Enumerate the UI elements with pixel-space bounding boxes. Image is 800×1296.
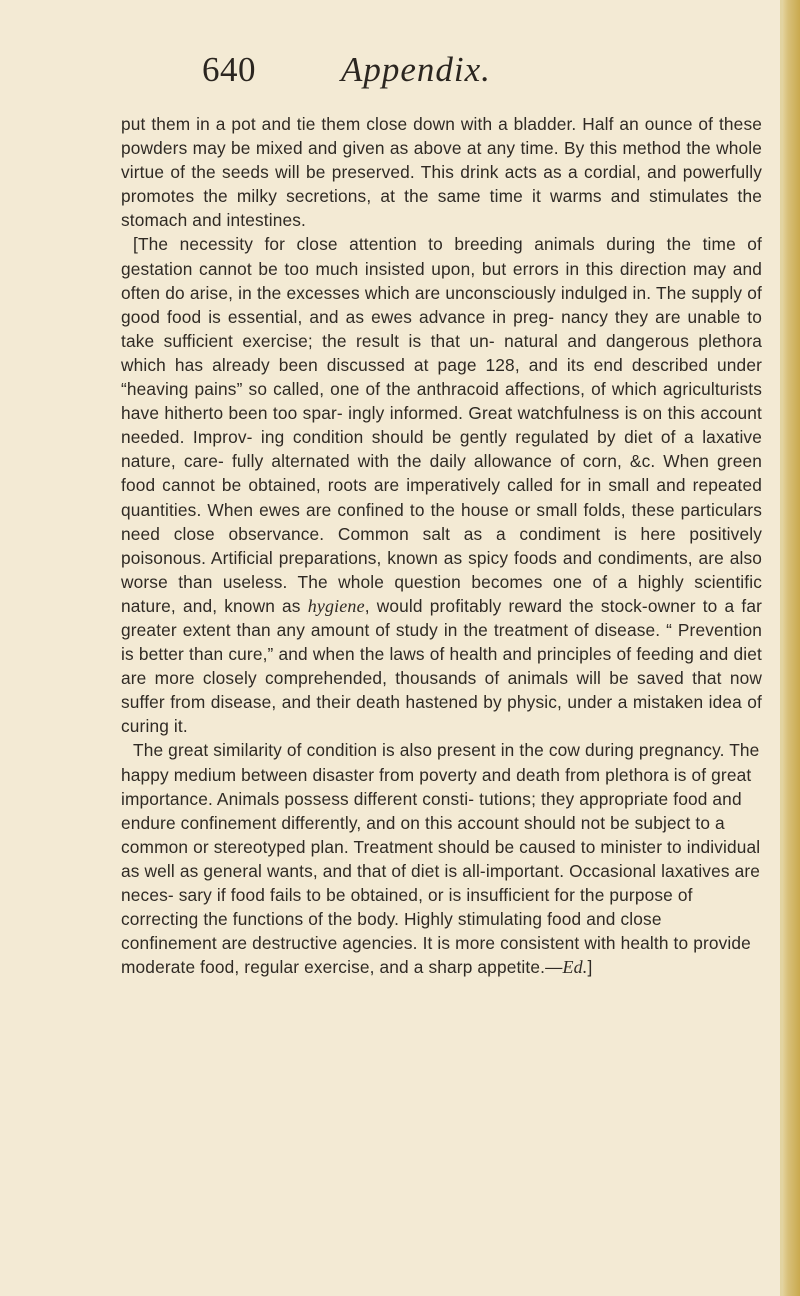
paragraph-3-text-start: The great similarity of condition is also present in the cow during pregnancy. The happy medium between disaster from poverty and death from plethora is of great importance. Animals possess different consti- tutions; they appropriate food and endure confinement differently, and on this account should not be subject to a common or stereotyped plan. Treatment should be caused to minister to individual as well as general wants, and that of diet is all-important. Occasional laxatives are neces- sary if food fails to be obtained, or is insufficient for the purpose of correcting the functions of the body. Highly stimulating food and close confinement are destructive agencies. It is more consistent with health to provide moderate food, regular exercise, and a sharp appetite.— bbox=[121, 740, 761, 978]
running-title: Appendix. bbox=[341, 50, 491, 89]
page-number: 640 bbox=[202, 50, 256, 89]
paragraph-3 bbox=[121, 738, 762, 979]
paragraph-2-italic-term: hygiene bbox=[307, 595, 365, 616]
paragraph-3-text-end: ] bbox=[587, 957, 593, 978]
paragraph-2 bbox=[121, 232, 762, 738]
page-header bbox=[202, 48, 762, 92]
body-text bbox=[121, 112, 762, 979]
paragraph-1-text: put them in a pot and tie them close down with a bladder. Half an ounce of these powders may be mixed and given as above at any time. By this method the whole virtue of the seeds will be preserved. This drink acts as a cordial, and powerfully promotes the milky secretions, at the same time it warms and stimulates the stomach and intestines. bbox=[121, 114, 762, 231]
paragraph-3-italic-signature: Ed. bbox=[562, 957, 588, 978]
paragraph-1 bbox=[121, 112, 762, 232]
paragraph-2-text-end: , would profitably reward the stock-owner to a far greater extent than any amount of study in the treatment of disease. “ Prevention is better than cure,” and when the laws of health and principles of feeding and diet are more closely comprehended, thousands of animals will be saved that now suffer from disease, and their death hastened by physic, under a mistaken idea of curing it. bbox=[121, 595, 762, 737]
page-edge bbox=[780, 0, 800, 1296]
paragraph-2-text-start: [The necessity for close attention to breeding animals during the time of gestation cannot be too much insisted upon, but errors in this direction may and often do arise, in the excesses which are unconsciously indulged in. The supply of good food is essential, and as ewes advance in preg- nancy they are unable to take sufficient exercise; the result is that un- natural and dangerous plethora which has already been discussed at page 128, and its end described under “heaving pains” so called, one of the anthracoid affections, of which agriculturists have hitherto been too spar- ingly informed. Great watchfulness is on this account needed. Improv- ing condition should be gently regulated by diet of a laxative nature, care- fully alternated with the daily allowance of corn, &c. When green food cannot be obtained, roots are imperatively called for in small and repeated quantities. When ewes are confined to the house or small folds, these particulars need close observance. Common salt as a condiment is here positively poisonous. Artificial preparations, known as spicy foods and condiments, are also worse than useless. The whole question becomes one of a highly scientific nature, and, known as bbox=[121, 234, 762, 616]
